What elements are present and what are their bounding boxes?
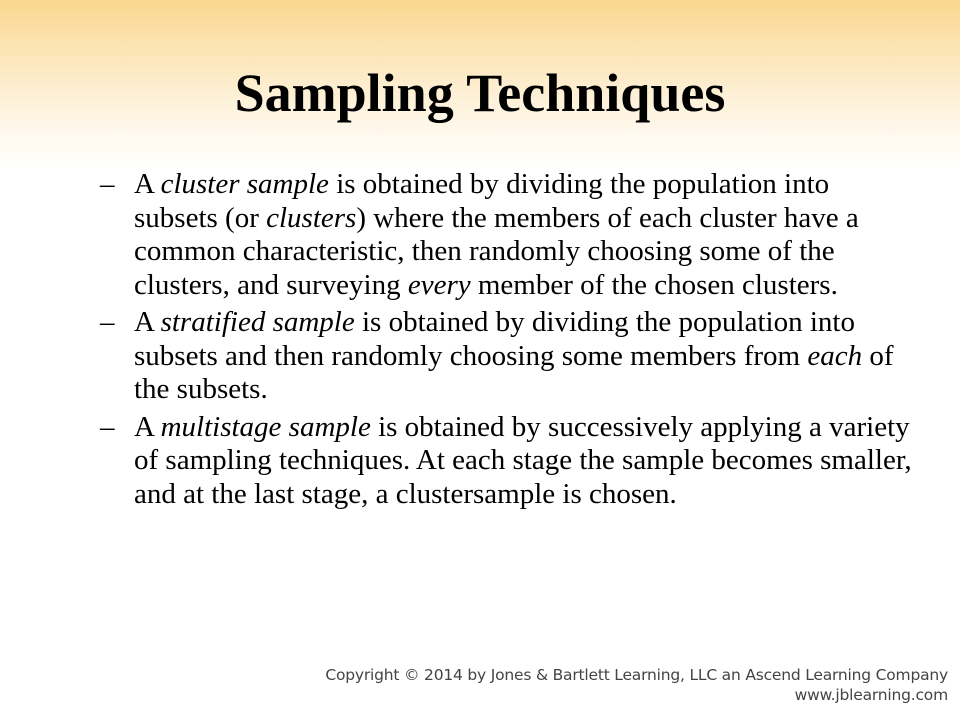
bullet-text: is obtained by dividing the population into subsets and then randomly choosing some members from [134,306,855,372]
bullet-dash: – [100,410,115,443]
term-each: each [807,339,863,372]
publisher-website: www.jblearning.com [794,686,948,704]
bullet-dash: – [100,306,115,338]
copyright-footer [325,665,948,705]
bullet-dash: – [100,168,115,200]
term-clusters: clusters [266,201,357,234]
bullet-text: A [134,168,161,200]
bullet-text: member of the chosen clusters. [470,268,838,301]
term-stratified-sample: stratified sample [160,306,355,338]
bullet-text: ) where the members of each cluster have a common characteristic, then randomly choosing some of the clusters, and surveying [134,201,859,301]
slide-title: Sampling Techniques [234,63,726,123]
term-every: every [407,268,471,301]
bullet-list [100,168,920,515]
bullet-text: A [134,306,161,338]
bullet-text: is obtained by successively applying a variety of sampling techniques. At each stage the sample becomes smaller, and at the last stage, a clustersample is chosen. [134,410,912,510]
bullet-text: of the subsets. [134,339,894,405]
term-multistage-sample: multistage sample [160,410,371,443]
bullet-text: A [134,410,161,443]
bullet-item-cluster-sample [100,168,920,302]
copyright-text: Copyright © 2014 by Jones & Bartlett Learning, LLC an Ascend Learning Company [325,666,948,684]
bullet-item-multistage-sample [100,411,920,512]
bullet-text: is obtained by dividing the population into subsets (or [134,168,830,234]
term-cluster-sample: cluster sample [160,168,329,200]
bullet-item-stratified-sample [100,306,920,407]
